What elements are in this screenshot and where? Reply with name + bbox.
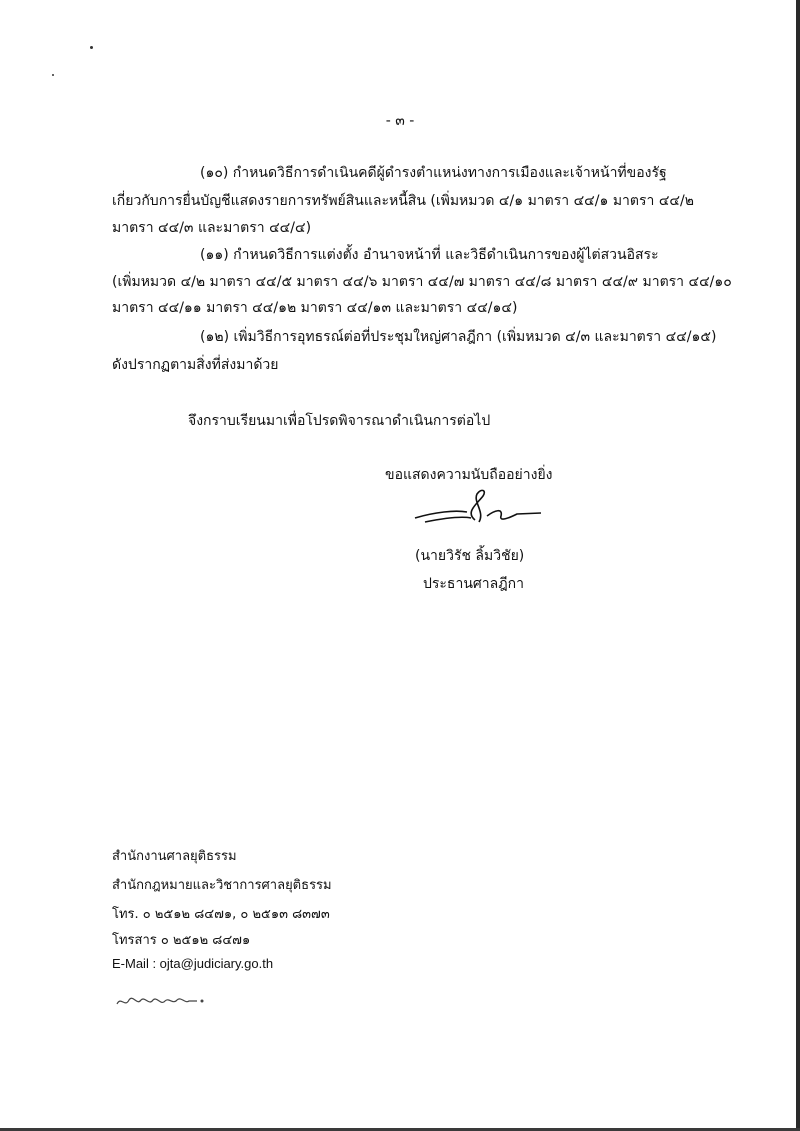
item-12-line-1: (๑๒) เพิ่มวิธีการอุทธรณ์ต่อที่ประชุมใหญ่ศาลฎีกา (เพิ่มหมวด ๔/๓ และมาตรา ๔๔/๑๕) — [200, 329, 717, 345]
footer-email[interactable]: E-Mail : ojta@judiciary.go.th — [112, 956, 274, 971]
handwritten-signature — [405, 482, 545, 532]
footer-department: สำนักกฎหมายและวิชาการศาลยุติธรรม — [112, 878, 332, 893]
item-11-line-1: (๑๑) กำหนดวิธีการแต่งตั้ง อำนาจหน้าที่ และวิธีดำเนินการของผู้ไต่สวนอิสระ — [200, 247, 659, 263]
item-12-line-2: ดังปรากฏตามสิ่งที่ส่งมาด้วย — [112, 357, 279, 373]
signer-title: ประธานศาลฎีกา — [423, 576, 524, 592]
item-11-line-2: (เพิ่มหมวด ๔/๒ มาตรา ๔๔/๕ มาตรา ๔๔/๖ มาตรา ๔๔/๗ มาตรา ๔๔/๘ มาตรา ๔๔/๙ มาตรา ๔๔/๑๐ — [112, 274, 732, 290]
signer-name: (นายวิรัช ลิ้มวิชัย) — [415, 548, 525, 564]
item-11-line-3: มาตรา ๔๔/๑๑ มาตรา ๔๔/๑๒ มาตรา ๔๔/๑๓ และมาตรา ๔๔/๑๔) — [112, 300, 518, 316]
handwritten-document-code — [115, 990, 205, 1012]
item-10-line-3: มาตรา ๔๔/๓ และมาตรา ๔๔/๔) — [112, 220, 312, 236]
scan-speck — [90, 46, 93, 49]
footer-fax: โทรสาร ๐ ๒๕๑๒ ๘๔๗๑ — [112, 933, 251, 948]
item-10-line-2: เกี่ยวกับการยื่นบัญชีแสดงรายการทรัพย์สินและหนี้สิน (เพิ่มหมวด ๔/๑ มาตรา ๔๔/๑ มาตรา ๔๔/๒ — [112, 193, 694, 209]
item-10-line-1: (๑๐) กำหนดวิธีการดำเนินคดีผู้ดำรงตำแหน่งทางการเมืองและเจ้าหน้าที่ของรัฐ — [200, 165, 667, 181]
footer-office: สำนักงานศาลยุติธรรม — [112, 849, 237, 864]
scan-edge-right — [796, 0, 800, 1131]
footer-phone: โทร. ๐ ๒๕๑๒ ๘๔๗๑, ๐ ๒๕๑๓ ๘๓๗๓ — [112, 907, 330, 922]
closing-request: จึงกราบเรียนมาเพื่อโปรดพิจารณาดำเนินการต่อไป — [188, 413, 491, 429]
scan-speck — [52, 74, 54, 76]
valediction: ขอแสดงความนับถืออย่างยิ่ง — [385, 467, 553, 483]
page-number: - ๓ - — [385, 113, 415, 129]
